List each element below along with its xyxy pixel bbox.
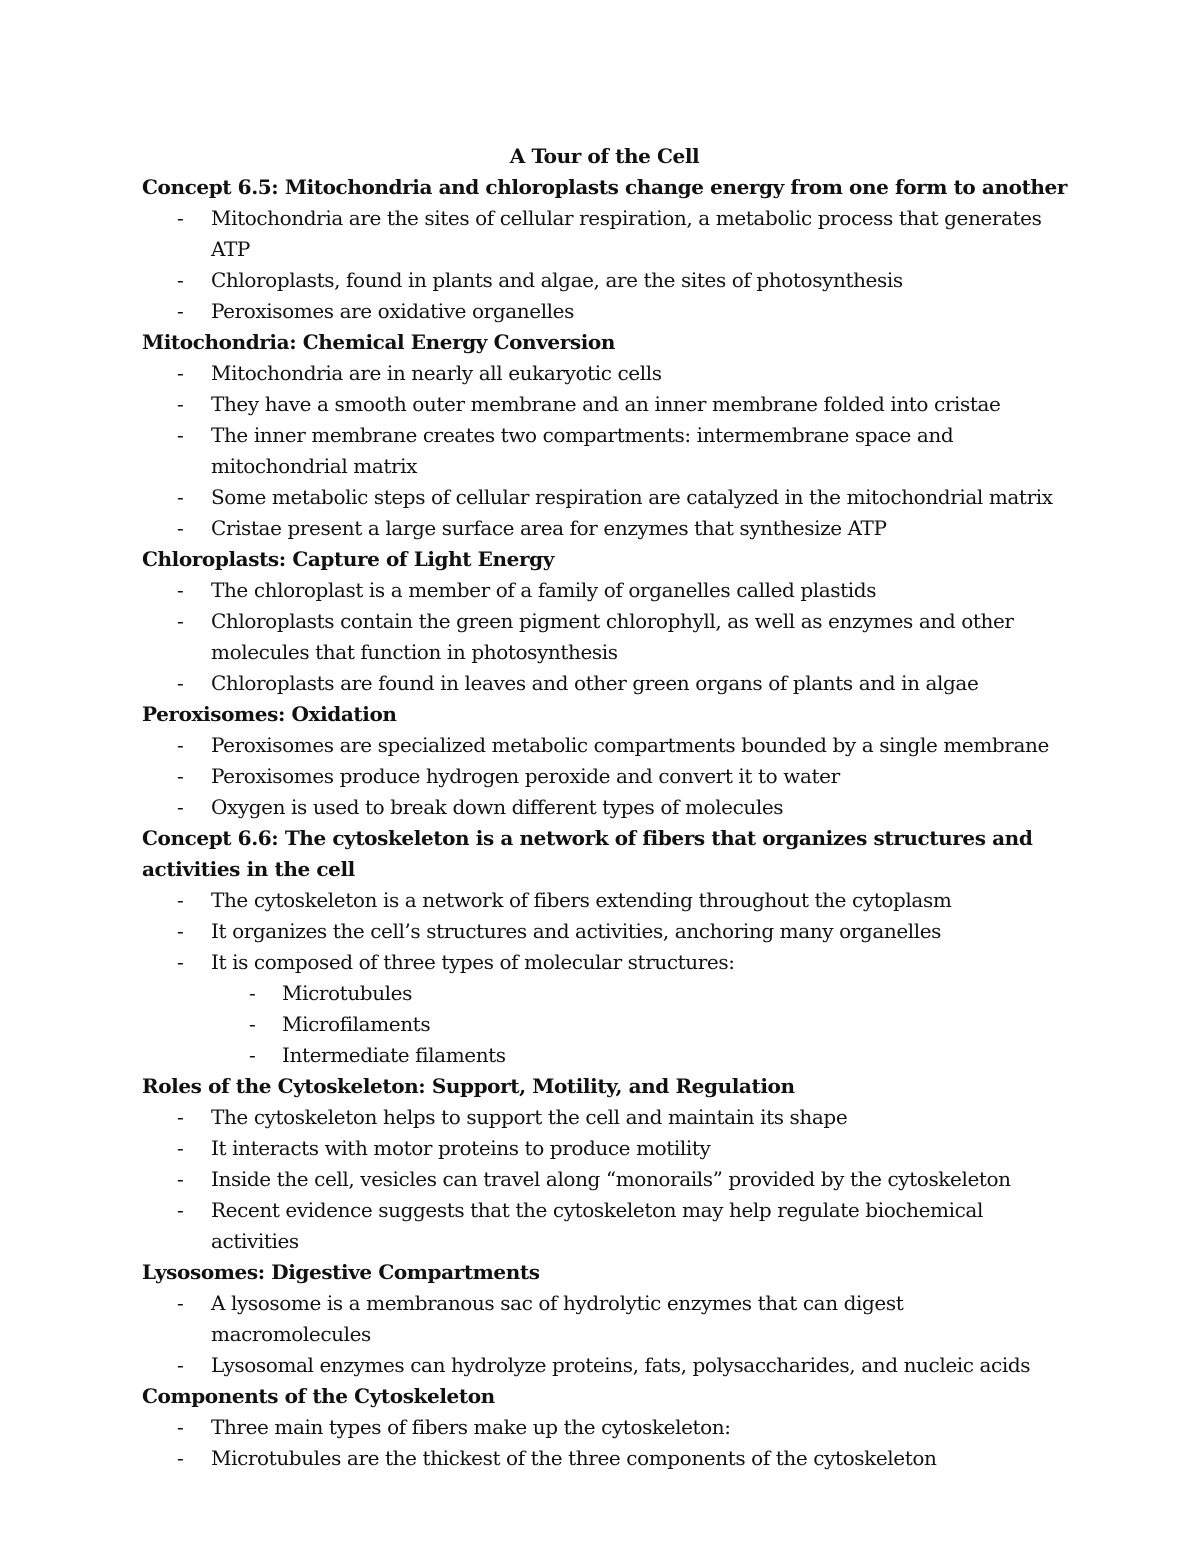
sub-bullet-item: - Microfilaments bbox=[142, 1009, 1067, 1040]
bullet-item: - Microtubules are the thickest of the three components of the cytoskeleton bbox=[142, 1443, 1067, 1474]
bullet-item: - Chloroplasts, found in plants and algae, are the sites of photosynthesis bbox=[142, 265, 1067, 296]
bullet-list bbox=[142, 203, 1067, 327]
bullet-item: - Peroxisomes are oxidative organelles bbox=[142, 296, 1067, 327]
bullet-item: - Oxygen is used to break down different types of molecules bbox=[142, 792, 1067, 823]
document-page bbox=[142, 141, 1067, 1474]
section-heading: Chloroplasts: Capture of Light Energy bbox=[142, 547, 554, 571]
section-heading: Concept 6.6: The cytoskeleton is a network of fibers that organizes structures and activities in the cell bbox=[142, 826, 1033, 881]
bullet-list bbox=[142, 1102, 1067, 1257]
bullet-item: - The chloroplast is a member of a family of organelles called plastids bbox=[142, 575, 1067, 606]
bullet-item: - Cristae present a large surface area for enzymes that synthesize ATP bbox=[142, 513, 1067, 544]
sub-bullet-item: - Intermediate filaments bbox=[142, 1040, 1067, 1071]
bullet-item: - Lysosomal enzymes can hydrolyze proteins, fats, polysaccharides, and nucleic acids bbox=[142, 1350, 1067, 1381]
bullet-item: - It organizes the cell’s structures and activities, anchoring many organelles bbox=[142, 916, 1067, 947]
bullet-item: - Peroxisomes produce hydrogen peroxide and convert it to water bbox=[142, 761, 1067, 792]
bullet-list bbox=[142, 1412, 1067, 1474]
bullet-list bbox=[142, 1288, 1067, 1381]
bullet-item: - Recent evidence suggests that the cytoskeleton may help regulate biochemical activities bbox=[142, 1195, 1067, 1257]
bullet-item: - A lysosome is a membranous sac of hydrolytic enzymes that can digest macromolecules bbox=[142, 1288, 1067, 1350]
bullet-item: - Mitochondria are the sites of cellular respiration, a metabolic process that generates ATP bbox=[142, 203, 1067, 265]
bullet-item: - Mitochondria are in nearly all eukaryotic cells bbox=[142, 358, 1067, 389]
bullet-item: - They have a smooth outer membrane and an inner membrane folded into cristae bbox=[142, 389, 1067, 420]
bullet-list bbox=[142, 575, 1067, 699]
section-heading: Lysosomes: Digestive Compartments bbox=[142, 1260, 540, 1284]
bullet-list bbox=[142, 730, 1067, 823]
bullet-item: - It interacts with motor proteins to produce motility bbox=[142, 1133, 1067, 1164]
bullet-item: - Chloroplasts contain the green pigment chlorophyll, as well as enzymes and other molecules that function in photosynthesis bbox=[142, 606, 1067, 668]
bullet-item: - Inside the cell, vesicles can travel along “monorails” provided by the cytoskeleton bbox=[142, 1164, 1067, 1195]
bullet-list bbox=[142, 885, 1067, 978]
section-heading: Roles of the Cytoskeleton: Support, Motility, and Regulation bbox=[142, 1074, 795, 1098]
bullet-item: - The inner membrane creates two compartments: intermembrane space and mitochondrial matrix bbox=[142, 420, 1067, 482]
section-heading: Peroxisomes: Oxidation bbox=[142, 702, 397, 726]
bullet-item: - The cytoskeleton helps to support the cell and maintain its shape bbox=[142, 1102, 1067, 1133]
bullet-item: - Peroxisomes are specialized metabolic compartments bounded by a single membrane bbox=[142, 730, 1067, 761]
bullet-item: - The cytoskeleton is a network of fibers extending throughout the cytoplasm bbox=[142, 885, 1067, 916]
bullet-list bbox=[142, 358, 1067, 544]
sub-bullet-list bbox=[142, 978, 1067, 1071]
section-heading: Components of the Cytoskeleton bbox=[142, 1384, 495, 1408]
document-title: A Tour of the Cell bbox=[509, 144, 700, 168]
bullet-item: - It is composed of three types of molecular structures: bbox=[142, 947, 1067, 978]
bullet-item: - Chloroplasts are found in leaves and other green organs of plants and in algae bbox=[142, 668, 1067, 699]
bullet-item: - Some metabolic steps of cellular respiration are catalyzed in the mitochondrial matrix bbox=[142, 482, 1067, 513]
bullet-item: - Three main types of fibers make up the cytoskeleton: bbox=[142, 1412, 1067, 1443]
section-heading: Mitochondria: Chemical Energy Conversion bbox=[142, 330, 616, 354]
section-heading: Concept 6.5: Mitochondria and chloroplasts change energy from one form to another bbox=[142, 175, 1068, 199]
sub-bullet-item: - Microtubules bbox=[142, 978, 1067, 1009]
